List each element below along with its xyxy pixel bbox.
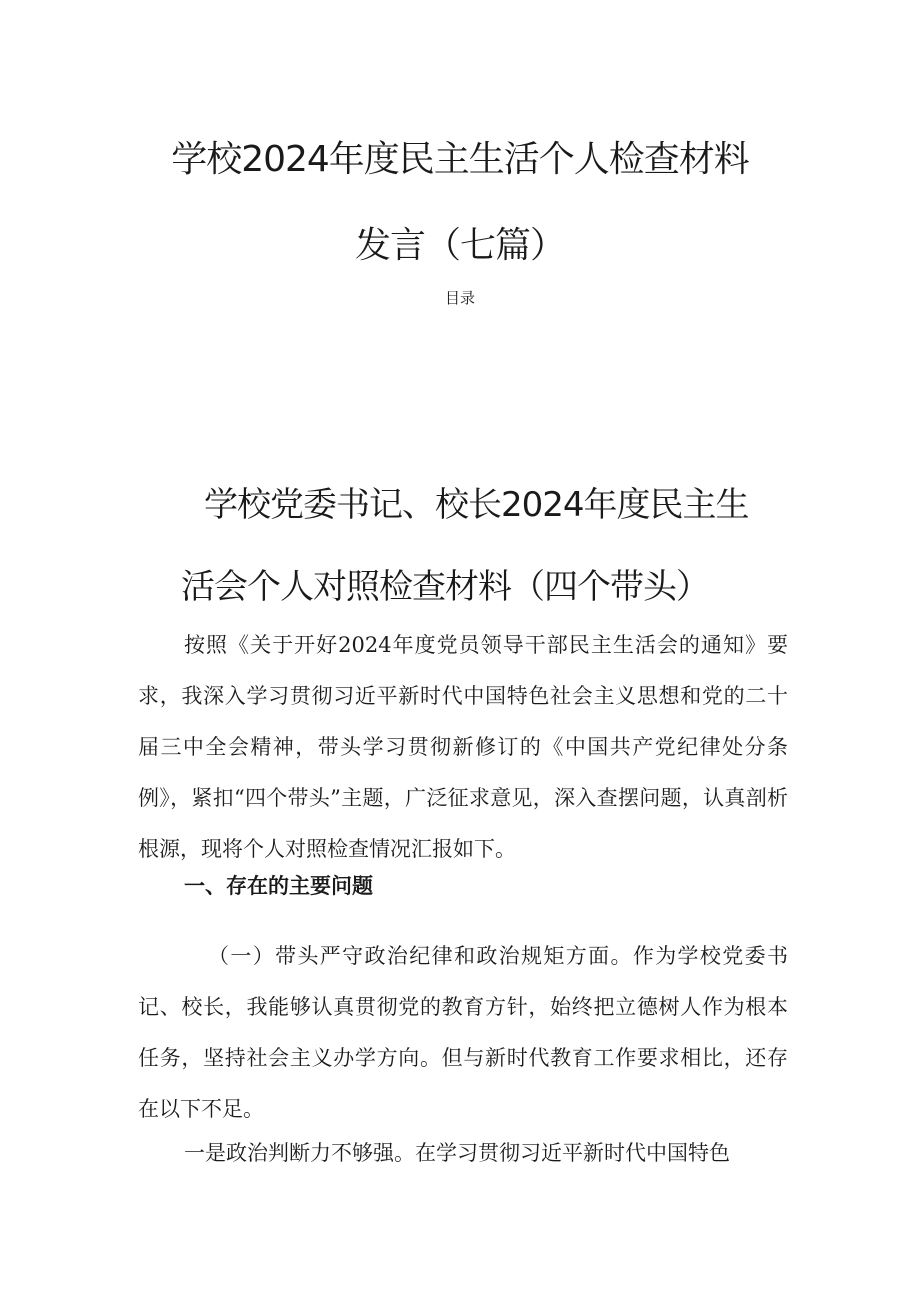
subsection-heading: 一、存在的主要问题 — [184, 874, 373, 898]
section-title-line2: 活会个人对照检查材料（四个带头） — [181, 567, 709, 607]
intro-paragraph: 按照《关于开好2024年度党员领导干部民主生活会的通知》要求，我深入学习贯彻习近平新时代中国特色社会主义思想和党的二十届三中全会精神，带头学习贯彻新修订的《中国共产党纪律处分条例》，紧扣“四个带头”主题，广泛征求意见，深入查摆问题，认真剖析根源，现将个人对照检查情况汇报如下。 — [138, 633, 788, 861]
document-title-line1: 学校2024年度民主生活个人检查材料 — [171, 139, 749, 180]
section-title-line1: 学校党委书记、校长2024年度民主生 — [204, 485, 749, 525]
body-paragraph: （一）带头严守政治纪律和政治规矩方面。作为学校党委书记、校长，我能够认真贯彻党的教育方针，始终把立德树人作为根本任务，坚持社会主义办学方向。但与新时代教育工作要求相比，还存在以下不足。 — [138, 944, 788, 1121]
table-of-contents-label: 目录 — [444, 289, 475, 307]
document-title-line2: 发言（七篇） — [354, 225, 565, 266]
body-paragraph-continued: 一是政治判断力不够强。在学习贯彻习近平新时代中国特色 — [184, 1141, 730, 1165]
